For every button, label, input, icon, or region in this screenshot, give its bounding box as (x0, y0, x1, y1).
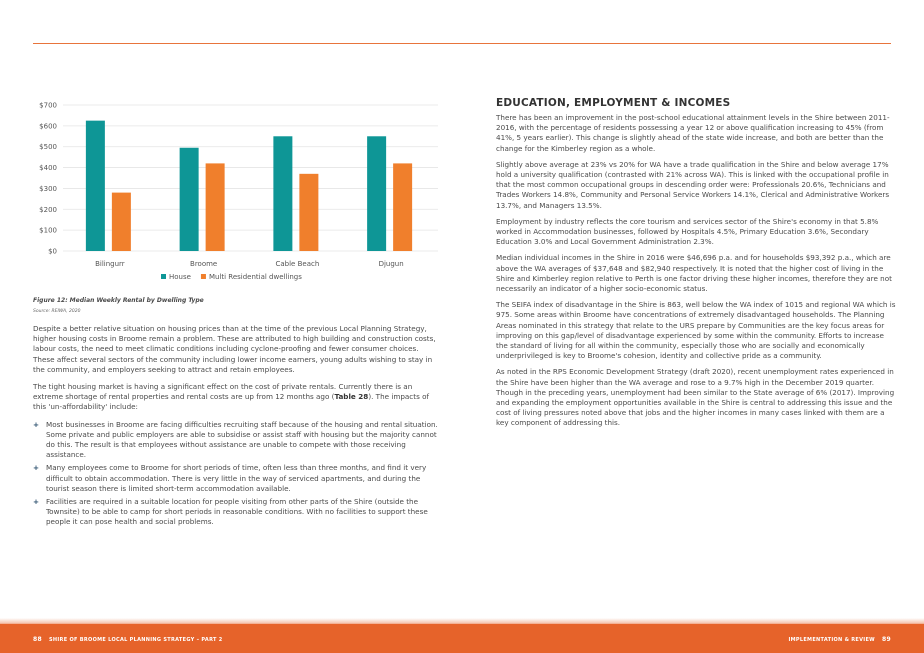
y-tick-label: $100 (39, 226, 57, 235)
plus-icon: + (33, 463, 40, 473)
rental-paragraph-b: ). The impacts of this 'un-affordability' include: (33, 392, 430, 412)
list-item-text: Facilities are required in a suitable location for people visiting from other parts of the Shire (outside the Townsite) to be able to camp for short periods in reasonable conditions. With no facilities to support these people it can pose health and social problems. (46, 497, 428, 527)
left-page-number: 88 (33, 636, 42, 643)
y-tick-label: $400 (39, 164, 57, 173)
section-heading: EDUCATION, EMPLOYMENT & INCOMES (496, 97, 731, 109)
right-footer-title: IMPLEMENTATION & REVIEW (788, 637, 875, 643)
y-tick-label: $200 (39, 205, 57, 214)
right-column (496, 97, 896, 435)
right-column-text (496, 113, 896, 429)
list-item (33, 497, 438, 528)
left-footer-title: SHIRE OF BROOME LOCAL PLANNING STRATEGY – PART 2 (49, 637, 223, 643)
x-tick-label: Bilingurr (95, 260, 125, 268)
table-28-link[interactable]: Table 28 (334, 392, 369, 402)
legend-label: House (169, 273, 191, 281)
y-tick-label: $0 (48, 247, 57, 256)
bar-multi-residential (299, 174, 318, 251)
bar-multi-residential (393, 163, 412, 251)
employment-paragraph: Employment by industry reflects the core tourism and services sector of the Shire's economy in that 5.8% worked in Accommodation businesses, followed by Hospitals 4.5%, Primary Education 3.6%, Secondary Education 3.0% and Local Government Administration 2.3%. (496, 216, 879, 247)
bar-house (367, 136, 386, 251)
rental-paragraph-a: The tight housing market is having a significant effect on the cost of private rentals. Currently there is an extreme shortage of rental properties and rental costs are up from 12 months ago ( (33, 382, 413, 402)
footer-left (33, 636, 223, 643)
list-item-text: Most businesses in Broome are facing difficulties recruiting staff because of the housing and rental situation. Some private and public employers are able to subsidise or assist staff with housing but the majority cannot do this. The result is that employees without assistance are unable to compete with those receiving assistance. (46, 419, 438, 460)
list-item (33, 463, 438, 494)
x-tick-label: Djugun (378, 260, 404, 268)
list-item-text: Many employees come to Broome for short periods of time, often less than three months, and find it very difficult to obtain accommodation. There is very little in the way of serviced apartments, and during the tourist season there is limited short-term accommodation available. (46, 463, 427, 493)
left-column-text (33, 324, 438, 531)
bar-multi-residential (112, 193, 131, 251)
housing-cost-paragraph: Despite a better relative situation on housing prices than at the time of the previous Local Planning Strategy, higher housing costs in Broome remain a problem. These are attributed to high building and construction costs, labour costs, the need to meet climatic conditions including cyclone-proofing and fewer consumer choices. These affect several sectors of the community including lower income earners, young adults wishing to stay in the community, and employers seeking to attract and retain employees. (33, 324, 436, 374)
education-paragraph: There has been an improvement in the post-school educational attainment levels in the Shire between 2011-2016, with the percentage of residents possessing a year 12 or above qualification increasing to 45% (from 41%, 5 years earlier). This change is slightly ahead of the state wide increase, and both are better than the change for the Kimberley region as a whole. (496, 113, 890, 153)
right-page-number: 89 (882, 636, 891, 643)
impacts-list (33, 420, 438, 528)
rental-paragraph (33, 382, 438, 413)
legend-label: Multi Residential dwellings (208, 273, 302, 281)
list-item (33, 420, 438, 461)
median-rental-chart (33, 95, 444, 295)
bar-multi-residential (206, 163, 225, 251)
plus-icon: + (33, 497, 40, 507)
legend-swatch (161, 274, 166, 279)
unemployment-paragraph: As noted in the RPS Economic Development Strategy (draft 2020), recent unemployment rates experienced in the Shire have been higher than the WA average and rose to a 9.7% high in the December 2019 quarter. Though in the preceding years, unemployment had been similar to the State average of 6% (2017). Improving and expanding the employment opportunities available in the Shire is central to addressing this issue and the cost of living pressures noted above that jobs and the higher incomes in many cases linked with them are a key component of addressing this. (496, 367, 895, 428)
plus-icon: + (33, 419, 40, 429)
footer-right (788, 636, 891, 643)
x-tick-label: Cable Beach (275, 260, 320, 268)
x-tick-label: Broome (190, 260, 218, 268)
y-tick-label: $700 (39, 101, 57, 110)
legend-swatch (201, 274, 206, 279)
figure-caption: Figure 12: Median Weekly Rental by Dwelling Type (33, 297, 204, 304)
income-paragraph: Median individual incomes in the Shire in 2016 were $46,696 p.a. and for households $93,392 p.a., which are above the WA averages of $37,648 and $82,940 respectively. It is noted that the higher cost of living in the Shire and Kimberley region relative to Perth is one factor driving these higher incomes, therefore they are not necessarily an indicator of a higher socio-economic status. (496, 253, 892, 294)
figure-source: Source: REIWA, 2020 (33, 309, 81, 314)
top-rule (33, 43, 891, 44)
y-tick-label: $500 (39, 143, 57, 152)
bar-house (180, 148, 199, 251)
bar-house (86, 121, 105, 251)
bar-house (273, 136, 292, 251)
chart-svg (33, 95, 444, 295)
qualification-paragraph: Slightly above average at 23% vs 20% for WA have a trade qualification in the Shire and below average 17% hold a university qualification (contrasted with 21% across WA). This is linked with the occupational profile in that the most common occupational groups in descending order were: Professionals 20.6%, Technicians and Trades Workers 14.8%, Community and Personal Service Workers 14.1%, Clerical and Administrative Workers 13.7%, and Managers 13.5%. (496, 159, 890, 210)
y-tick-label: $300 (39, 184, 57, 193)
seifa-paragraph: The SEIFA index of disadvantage in the Shire is 863, well below the WA index of 1015 and regional WA which is 975. Some areas within Broome have concentrations of extremely disadvantaged households. The Planning Areas nominated in this strategy that relate to the URS prepare by Communities are the key focus areas for improving on this gap/level of disadvantage experienced by some within the community. Efforts to increase the standard of living for all within the community, especially those who are socially and economically underprivileged is key to Broome's cohesion, identity and collective pride as a community. (496, 300, 896, 361)
y-tick-label: $600 (39, 122, 57, 131)
